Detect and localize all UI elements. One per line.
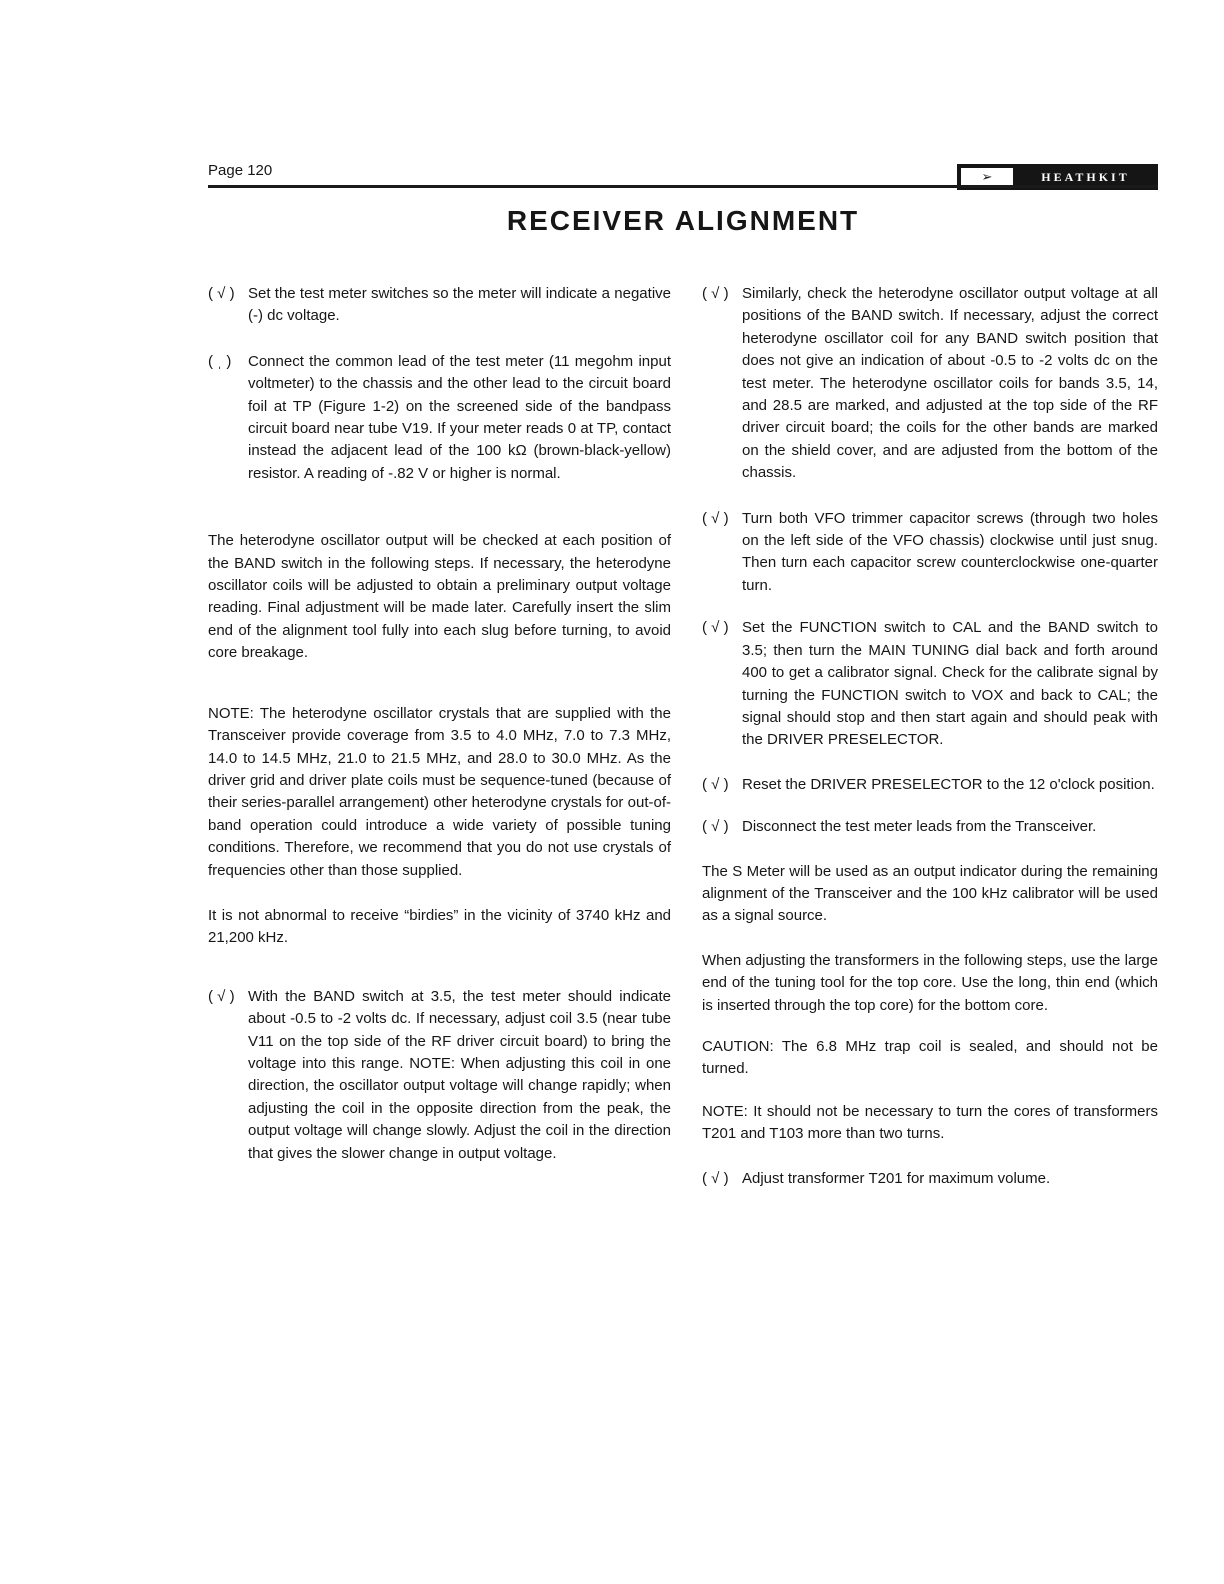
checkbox-mark: ( √ ) (702, 285, 729, 302)
step-text: Disconnect the test meter leads from the Transceiver. (742, 818, 1097, 836)
checkbox-mark: ( √ ) (702, 818, 729, 836)
step-connect-lead (208, 351, 671, 485)
checkbox-mark: ( √ ) (702, 1169, 729, 1187)
checkbox-mark: ( √ ) (702, 509, 729, 527)
heathkit-arrow-icon: ➢ (959, 166, 1015, 188)
left-column (208, 283, 671, 1165)
step-reset-preselector (702, 774, 1158, 796)
step-adjust-t201 (702, 1168, 1158, 1190)
paragraph-s-meter: The S Meter will be used as an output indicator during the remaining alignment of the Transceiver and the 100 kHz calibrator will be used as a signal source. (702, 862, 1158, 925)
paragraph-birdies: It is not abnormal to receive “birdies” in the vicinity of 3740 kHz and 21,200 kHz. (208, 906, 671, 947)
step-disconnect (702, 816, 1158, 838)
page-number: Page 120 (208, 162, 273, 179)
step-text: Reset the DRIVER PRESELECTOR to the 12 o'clock position. (742, 775, 1155, 793)
step-text: Set the test meter switches so the meter will indicate a negative (-) dc voltage. (248, 285, 671, 325)
checkbox-mark: ( √ ) (702, 775, 729, 793)
right-column (702, 283, 1158, 1190)
step-meter-switches (208, 283, 671, 328)
note-crystals: NOTE: The heterodyne oscillator crystals that are supplied with the Transceiver provide coverage from 3.5 to 4.0 MHz, 7.0 to 7.3 MHz, 14.0 to 14.5 MHz, 21.0 to 21.5 MHz, and 28.0 to 30.0 MHz. As the driver grid and driver plate coils must be sequence-tuned (because of their series-parallel arrangement) other heterodyne crystals for out-of-band operation could introduce a wide variety of possible tuning conditions. Therefore, we recommend that you do not use crystals of frequencies other than those supplied. (208, 704, 671, 879)
step-text: Turn both VFO trimmer capacitor screws (through two holes on the left side of the VFO chassis) clockwise until just snug. Then turn each capacitor screw counterclockwise one-quarter turn. (742, 509, 1158, 594)
checkbox-mark: ( √ ) (702, 619, 729, 637)
checkbox-mark: ( √ ) (208, 285, 235, 302)
step-text: With the BAND switch at 3.5, the test meter should indicate about -0.5 to -2 volts dc. If necessary, adjust coil 3.5 (near tube V11 on the top side of the RF driver circuit board) to bring the voltage into this range. NOTE: When adjusting this coil in one direction, the oscillator output voltage will change rapidly; when adjusting the coil in the opposite direction from the peak, the output voltage will change slowly. Adjust the coil in the direction that gives the slower change in output voltage. (248, 987, 671, 1162)
step-function-switch (702, 617, 1158, 751)
step-check-positions (702, 283, 1158, 485)
page-title: RECEIVER ALIGNMENT (506, 205, 860, 236)
step-band-switch (208, 986, 671, 1165)
step-text: Similarly, check the heterodyne oscillator output voltage at all positions of the BAND switch. If necessary, adjust the correct heterodyne oscillator coil for any BAND switch position that does not give an indication of about -0.5 to -2 volts dc on the test meter. The heterodyne oscillator coils for bands 3.5, 14, and 28.5 are marked, and adjusted at the top side of the RF driver circuit board; the coils for the other bands are marked on the shield cover, and are adjusted from the bottom of the chassis. (742, 285, 1158, 482)
step-text: Set the FUNCTION switch to CAL and the BAND switch to 3.5; then turn the MAIN TUNING dial back and forth around 400 to get a calibrator signal. Check for the calibrate signal by turning the FUNCTION switch to VOX and back to CAL; the signal should stop and then start again and should peak with the DRIVER PRESELECTOR. (742, 619, 1158, 749)
logo-text: HEATHKIT (1041, 169, 1130, 184)
step-text: Adjust transformer T201 for maximum volume. (742, 1169, 1051, 1187)
step-text: Connect the common lead of the test meter (11 megohm input voltmeter) to the chassis and the other lead to the circuit board foil at TP (Figure 1-2) on the screened side of the bandpass circuit board near tube V19. If your meter reads 0 at TP, contact instead the adjacent lead of the 100 kΩ (brown-black-yellow) resistor. A reading of -.82 V or higher is normal. (248, 352, 671, 482)
caution-trap-coil: CAUTION: The 6.8 MHz trap coil is sealed, and should not be turned. (702, 1037, 1158, 1078)
checkbox-mark: ( ˌ ) (208, 352, 232, 370)
note-transformer-turns: NOTE: It should not be necessary to turn the cores of transformers T201 and T103 more than two turns. (702, 1102, 1158, 1143)
step-vfo-trimmer (702, 508, 1158, 598)
checkbox-mark: ( √ ) (208, 987, 235, 1005)
paragraph-oscillator-output: The heterodyne oscillator output will be checked at each position of the BAND switch in the following steps. If necessary, the heterodyne oscillator coils will be adjusted to obtain a preliminary output voltage reading. Final adjustment will be made later. Carefully insert the slim end of the alignment tool fully into each slug before turning, to avoid core breakage. (208, 532, 671, 662)
paragraph-tuning-tool: When adjusting the transformers in the following steps, use the large end of the tuning tool for the top core. Use the long, thin end (which is inserted through the top core) for the bottom core. (702, 951, 1158, 1014)
header-rule (208, 185, 1158, 188)
